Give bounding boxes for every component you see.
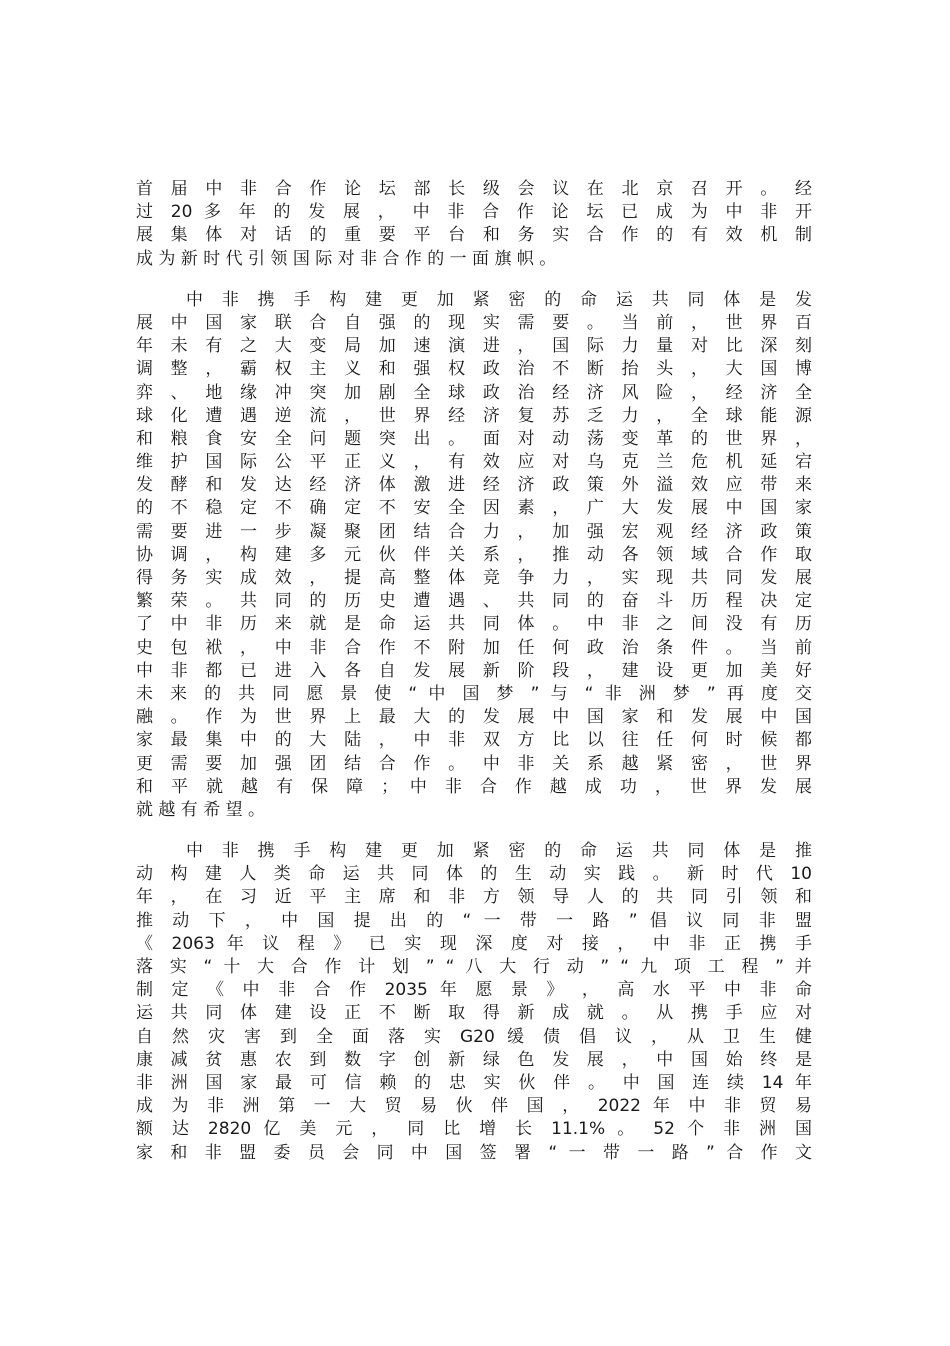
text-line: 维 护 国 际 公 平 正 义 ， 有 效 应 对 乌 克 兰 危 机 延 宕	[136, 452, 812, 473]
text-line: 更 需 要 加 强 团 结 合 作 。 中 非 关 系 越 紧 密 ， 世 界	[136, 753, 812, 774]
text-line: 动 构 建 人 类 命 运 共 同 体 的 生 动 实 践 。 新 时 代 10	[136, 864, 812, 885]
text-line: 额 达 2820 亿 美 元 ， 同 比 增 长 11.1% 。 52 个 非 洲 国	[136, 1119, 812, 1140]
body-text	[136, 178, 812, 1165]
text-line: 中 非 携 手 构 建 更 加 紧 密 的 命 运 共 同 体 是 发	[186, 289, 812, 310]
text-line: 非 洲 国 家 最 可 信 赖 的 忠 实 伙 伴 。 中 国 连 续 14 年	[136, 1072, 812, 1093]
text-line: 史 包 袱 ， 中 非 合 作 不 附 加 任 何 政 治 条 件 。 当 前	[136, 637, 812, 658]
text-line: 和 粮 食 安 全 问 题 突 出 。 面 对 动 荡 变 革 的 世 界 ，	[136, 428, 812, 449]
paragraph-gap	[136, 271, 812, 289]
text-line: 制 定 《 中 非 合 作 2035 年 愿 景 》 ， 高 水 平 中 非 命	[136, 980, 812, 1001]
text-line: 中 非 都 已 进 入 各 自 发 展 新 阶 段 ， 建 设 更 加 美 好	[136, 660, 812, 681]
paragraph-2	[136, 289, 812, 822]
text-line: 中 非 携 手 构 建 更 加 紧 密 的 命 运 共 同 体 是 推	[186, 841, 812, 862]
paragraph-3	[136, 840, 812, 1165]
text-line: 落 实 “ 十 大 合 作 计 划 ” “ 八 大 行 动 ” “ 九 项 工 程 ” 并	[136, 957, 812, 977]
text-line: 首 届 中 非 合 作 论 坛 部 长 级 会 议 在 北 京 召 开 。 经	[136, 179, 812, 199]
text-line: 推 动 下 ， 中 国 提 出 的 “ 一 带 一 路 ” 倡 议 同 非 盟	[136, 910, 812, 931]
text-line: 发 酵 和 发 达 经 济 体 激 进 经 济 政 策 外 溢 效 应 带 来	[136, 475, 812, 496]
text-line: 年 未 有 之 大 变 局 加 速 演 进 ， 国 际 力 量 对 比 深 刻	[136, 336, 812, 357]
text-line: 家 和 非 盟 委 员 会 同 中 国 签 署 “ 一 带 一 路 ” 合 作 文	[136, 1142, 812, 1163]
text-line: 年 ， 在 习 近 平 主 席 和 非 方 领 导 人 的 共 同 引 领 和	[136, 887, 812, 908]
text-line: 球 化 遭 遇 逆 流 ， 世 界 经 济 复 苏 乏 力 ， 全 球 能 源	[136, 405, 812, 426]
text-line: 过 20 多 年 的 发 展 ， 中 非 合 作 论 坛 已 成 为 中 非 开	[136, 202, 812, 223]
text-line: 调 整 ， 霸 权 主 义 和 强 权 政 治 不 断 抬 头 ， 大 国 博	[136, 359, 812, 380]
text-line: 得 务 实 成 效 ， 提 高 整 体 竞 争 力 ， 实 现 共 同 发 展	[136, 568, 812, 588]
paragraph-1	[136, 178, 812, 271]
text-line: 运 共 同 体 建 设 正 不 断 取 得 新 成 就 。 从 携 手 应 对	[136, 1003, 812, 1024]
text-line: 就 越 有 希 望 。	[136, 799, 266, 820]
text-line: 成 为 新 时 代 引 领 国 际 对 非 合 作 的 一 面 旗 帜 。	[136, 248, 557, 269]
text-line: 康 减 贫 惠 农 到 数 字 创 新 绿 色 发 展 ， 中 国 始 终 是	[136, 1049, 812, 1070]
text-line: 未 来 的 共 同 愿 景 使 “ 中 国 梦 ” 与 “ 非 洲 梦 ” 再 度 交	[136, 683, 812, 704]
text-line: 展 中 国 家 联 合 自 强 的 现 实 需 要 。 当 前 ， 世 界 百	[136, 312, 812, 333]
text-line: 需 要 进 一 步 凝 聚 团 结 合 力 ， 加 强 宏 观 经 济 政 策	[136, 521, 812, 542]
text-line: 了 中 非 历 来 就 是 命 运 共 同 体 。 中 非 之 间 没 有 历	[136, 614, 812, 635]
text-line: 展 集 体 对 话 的 重 要 平 台 和 务 实 合 作 的 有 效 机 制	[136, 225, 812, 246]
text-line: 家 最 集 中 的 大 陆 ， 中 非 双 方 比 以 往 任 何 时 候 都	[136, 730, 812, 751]
text-line: 成 为 非 洲 第 一 大 贸 易 伙 伴 国 ， 2022 年 中 非 贸 易	[136, 1096, 812, 1117]
text-line: 协 调 ， 构 建 多 元 伙 伴 关 系 ， 推 动 各 领 域 合 作 取	[136, 544, 812, 565]
text-line: 自 然 灾 害 到 全 面 落 实 G20 缓 债 倡 议 ， 从 卫 生 健	[136, 1026, 812, 1047]
paragraph-gap	[136, 822, 812, 840]
text-line: 的 不 稳 定 不 确 定 不 安 全 因 素 ， 广 大 发 展 中 国 家	[136, 498, 812, 519]
text-line: 《 2063 年 议 程 》 已 实 现 深 度 对 接 ， 中 非 正 携 手	[136, 933, 812, 954]
text-line: 繁 荣 。 共 同 的 历 史 遭 遇 、 共 同 的 奋 斗 历 程 决 定	[136, 591, 812, 612]
text-line: 弈 、 地 缘 冲 突 加 剧 全 球 政 治 经 济 风 险 ， 经 济 全	[136, 382, 812, 403]
text-line: 和 平 就 越 有 保 障 ； 中 非 合 作 越 成 功 ， 世 界 发 展	[136, 776, 812, 797]
text-line: 融 。 作 为 世 界 上 最 大 的 发 展 中 国 家 和 发 展 中 国	[136, 707, 812, 728]
